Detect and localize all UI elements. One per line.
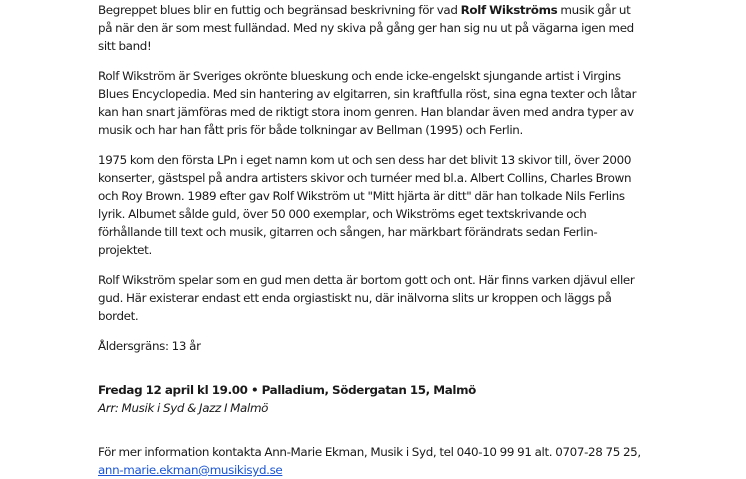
age-limit: Åldersgräns: 13 år xyxy=(98,339,201,353)
contact-info xyxy=(98,443,646,479)
intro-text-after: musik går ut på när den är som mest fulländad. Med ny skiva på gång ger han sig nu ut på vägarna igen med sitt band! xyxy=(98,3,634,53)
event-organizer: Arr: Musik i Syd & Jazz I Malmö xyxy=(98,401,269,415)
intro-paragraph xyxy=(98,1,646,55)
discography-paragraph: 1975 kom den första LPn i eget namn kom ut och sen dess har det blivit 13 skivor till, över 2000 konserter, gästspel på andra artisters skivor och turnéer med bl.a. Albert Collins, Charles Brown och Roy Brown. 1989 efter gav Rolf Wikström ut "Mitt hjärta är ditt" där han tolkade Nils Ferlins lyrik. Albumet sålde guld, över 50 000 exemplar, och Wikströms eget textskrivande och förhållande till text och musik, gitarren och sången, har märkbart förändrats sedan Ferlin-projektet. xyxy=(98,153,632,257)
event-date-place: Fredag 12 april kl 19.00 • Palladium, Södergatan 15, Malmö xyxy=(98,383,476,397)
press-release-document xyxy=(98,1,646,479)
artist-name-bold: Rolf Wikströms xyxy=(460,3,558,17)
intro-text-before: Begreppet blues blir en futtig och begränsad beskrivning för vad xyxy=(98,3,461,17)
contact-email-link[interactable]: ann-marie.ekman@musikisyd.se xyxy=(98,463,283,477)
description-paragraph: Rolf Wikström spelar som en gud men detta är bortom gott och ont. Här finns varken djävul eller gud. Här existerar endast ett enda orgiastiskt nu, där inälvorna slits ur kroppen och läggs på bordet. xyxy=(98,273,635,323)
biography-paragraph: Rolf Wikström är Sveriges okrönte blueskung och ende icke-engelskt sjungande artist i Virgins Blues Encyclopedia. Med sin hantering av elgitarren, sin kraftfulla röst, sina egna texter och låtar kan han snart jämföras med de riktigt stora inom genren. Han blandar även med andra typer av musik och har han fått pris för både tolkningar av Bellman (1995) och Ferlin. xyxy=(98,69,637,137)
contact-text: För mer information kontakta Ann-Marie Ekman, Musik i Syd, tel 040-10 99 91 alt. 0707-28 75 25, xyxy=(98,445,641,459)
